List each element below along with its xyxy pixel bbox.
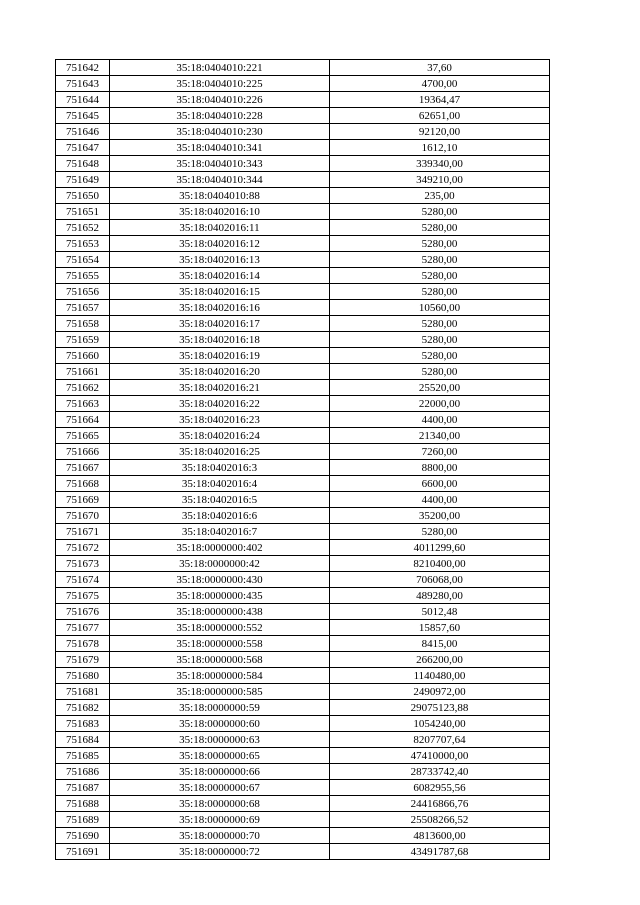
table-row (56, 540, 550, 556)
row-number-cell: 751682 (56, 700, 110, 716)
cadastral-number-cell: 35:18:0402016:5 (110, 492, 330, 508)
cadastral-value-cell: 4011299,60 (330, 540, 550, 556)
cadastral-value-cell: 22000,00 (330, 396, 550, 412)
cadastral-value-cell: 62651,00 (330, 108, 550, 124)
row-number-cell: 751658 (56, 316, 110, 332)
table-row (56, 796, 550, 812)
table-body (56, 60, 550, 860)
cadastral-value-cell: 10560,00 (330, 300, 550, 316)
cadastral-value-cell: 35200,00 (330, 508, 550, 524)
cadastral-number-cell: 35:18:0000000:435 (110, 588, 330, 604)
table-row (56, 668, 550, 684)
cadastral-number-cell: 35:18:0000000:66 (110, 764, 330, 780)
table-row (56, 764, 550, 780)
table-row (56, 572, 550, 588)
table-row (56, 620, 550, 636)
table-row (56, 684, 550, 700)
cadastral-value-cell: 4813600,00 (330, 828, 550, 844)
table-row (56, 300, 550, 316)
table-row (56, 284, 550, 300)
cadastral-number-cell: 35:18:0402016:10 (110, 204, 330, 220)
row-number-cell: 751687 (56, 780, 110, 796)
row-number-cell: 751684 (56, 732, 110, 748)
cadastral-number-cell: 35:18:0000000:65 (110, 748, 330, 764)
row-number-cell: 751642 (56, 60, 110, 76)
row-number-cell: 751653 (56, 236, 110, 252)
table-row (56, 428, 550, 444)
table-row (56, 780, 550, 796)
cadastral-value-cell: 4700,00 (330, 76, 550, 92)
cadastral-number-cell: 35:18:0000000:59 (110, 700, 330, 716)
cadastral-value-cell: 5280,00 (330, 348, 550, 364)
cadastral-number-cell: 35:18:0402016:17 (110, 316, 330, 332)
cadastral-number-cell: 35:18:0402016:12 (110, 236, 330, 252)
cadastral-number-cell: 35:18:0402016:6 (110, 508, 330, 524)
cadastral-value-cell: 5280,00 (330, 284, 550, 300)
table-row (56, 364, 550, 380)
row-number-cell: 751678 (56, 636, 110, 652)
row-number-cell: 751680 (56, 668, 110, 684)
cadastral-number-cell: 35:18:0000000:584 (110, 668, 330, 684)
cadastral-number-cell: 35:18:0000000:63 (110, 732, 330, 748)
cadastral-number-cell: 35:18:0402016:25 (110, 444, 330, 460)
cadastral-number-cell: 35:18:0402016:11 (110, 220, 330, 236)
cadastral-number-cell: 35:18:0402016:13 (110, 252, 330, 268)
cadastral-number-cell: 35:18:0000000:402 (110, 540, 330, 556)
table-row (56, 476, 550, 492)
table-row (56, 76, 550, 92)
table-row (56, 412, 550, 428)
cadastral-value-cell: 5280,00 (330, 524, 550, 540)
row-number-cell: 751667 (56, 460, 110, 476)
row-number-cell: 751651 (56, 204, 110, 220)
row-number-cell: 751675 (56, 588, 110, 604)
table-row (56, 348, 550, 364)
row-number-cell: 751683 (56, 716, 110, 732)
cadastral-value-cell: 28733742,40 (330, 764, 550, 780)
cadastral-value-cell: 8415,00 (330, 636, 550, 652)
cadastral-number-cell: 35:18:0402016:15 (110, 284, 330, 300)
table-row (56, 732, 550, 748)
table-row (56, 492, 550, 508)
row-number-cell: 751654 (56, 252, 110, 268)
table-row (56, 204, 550, 220)
cadastral-number-cell: 35:18:0000000:72 (110, 844, 330, 860)
cadastral-number-cell: 35:18:0404010:221 (110, 60, 330, 76)
table-row (56, 604, 550, 620)
cadastral-number-cell: 35:18:0000000:558 (110, 636, 330, 652)
cadastral-value-cell: 8210400,00 (330, 556, 550, 572)
row-number-cell: 751681 (56, 684, 110, 700)
table-row (56, 524, 550, 540)
table-row (56, 812, 550, 828)
cadastral-value-cell: 43491787,68 (330, 844, 550, 860)
cadastral-value-cell: 5280,00 (330, 364, 550, 380)
cadastral-value-cell: 21340,00 (330, 428, 550, 444)
row-number-cell: 751685 (56, 748, 110, 764)
cadastral-value-cell: 4400,00 (330, 492, 550, 508)
cadastral-value-cell: 29075123,88 (330, 700, 550, 716)
row-number-cell: 751690 (56, 828, 110, 844)
cadastral-number-cell: 35:18:0000000:70 (110, 828, 330, 844)
cadastral-value-cell: 2490972,00 (330, 684, 550, 700)
cadastral-value-cell: 5280,00 (330, 252, 550, 268)
cadastral-number-cell: 35:18:0000000:68 (110, 796, 330, 812)
table-row (56, 316, 550, 332)
row-number-cell: 751688 (56, 796, 110, 812)
cadastral-number-cell: 35:18:0402016:24 (110, 428, 330, 444)
cadastral-value-cell: 1054240,00 (330, 716, 550, 732)
table-row (56, 460, 550, 476)
row-number-cell: 751664 (56, 412, 110, 428)
row-number-cell: 751644 (56, 92, 110, 108)
table-row (56, 508, 550, 524)
row-number-cell: 751686 (56, 764, 110, 780)
cadastral-value-cell: 25520,00 (330, 380, 550, 396)
cadastral-number-cell: 35:18:0402016:7 (110, 524, 330, 540)
row-number-cell: 751645 (56, 108, 110, 124)
cadastral-value-cell: 8207707,64 (330, 732, 550, 748)
row-number-cell: 751656 (56, 284, 110, 300)
table-row (56, 748, 550, 764)
cadastral-value-cell: 6600,00 (330, 476, 550, 492)
cadastral-value-cell: 92120,00 (330, 124, 550, 140)
cadastral-number-cell: 35:18:0000000:430 (110, 572, 330, 588)
cadastral-number-cell: 35:18:0402016:20 (110, 364, 330, 380)
cadastral-number-cell: 35:18:0402016:14 (110, 268, 330, 284)
cadastral-value-cell: 7260,00 (330, 444, 550, 460)
table-row (56, 108, 550, 124)
cadastral-number-cell: 35:18:0000000:67 (110, 780, 330, 796)
cadastral-number-cell: 35:18:0402016:22 (110, 396, 330, 412)
cadastral-number-cell: 35:18:0000000:69 (110, 812, 330, 828)
cadastral-number-cell: 35:18:0402016:3 (110, 460, 330, 476)
table-row (56, 60, 550, 76)
cadastral-number-cell: 35:18:0000000:568 (110, 652, 330, 668)
row-number-cell: 751674 (56, 572, 110, 588)
table-row (56, 556, 550, 572)
cadastral-value-cell: 5280,00 (330, 268, 550, 284)
cadastral-number-cell: 35:18:0000000:552 (110, 620, 330, 636)
cadastral-number-cell: 35:18:0404010:225 (110, 76, 330, 92)
row-number-cell: 751648 (56, 156, 110, 172)
cadastral-value-cell: 1612,10 (330, 140, 550, 156)
cadastral-number-cell: 35:18:0000000:585 (110, 684, 330, 700)
cadastral-value-cell: 8800,00 (330, 460, 550, 476)
table-row (56, 252, 550, 268)
cadastral-value-cell: 349210,00 (330, 172, 550, 188)
row-number-cell: 751670 (56, 508, 110, 524)
row-number-cell: 751649 (56, 172, 110, 188)
table-row (56, 588, 550, 604)
cadastral-value-cell: 25508266,52 (330, 812, 550, 828)
table-row (56, 700, 550, 716)
cadastral-number-cell: 35:18:0404010:341 (110, 140, 330, 156)
cadastral-value-cell: 19364,47 (330, 92, 550, 108)
row-number-cell: 751666 (56, 444, 110, 460)
cadastral-value-cell: 235,00 (330, 188, 550, 204)
table-row (56, 188, 550, 204)
table-row (56, 652, 550, 668)
cadastral-number-cell: 35:18:0404010:226 (110, 92, 330, 108)
table-row (56, 828, 550, 844)
cadastral-number-cell: 35:18:0402016:18 (110, 332, 330, 348)
row-number-cell: 751668 (56, 476, 110, 492)
row-number-cell: 751671 (56, 524, 110, 540)
row-number-cell: 751646 (56, 124, 110, 140)
row-number-cell: 751677 (56, 620, 110, 636)
cadastral-value-cell: 5012,48 (330, 604, 550, 620)
table-row (56, 124, 550, 140)
table-row (56, 172, 550, 188)
row-number-cell: 751672 (56, 540, 110, 556)
cadastral-number-cell: 35:18:0402016:21 (110, 380, 330, 396)
row-number-cell: 751660 (56, 348, 110, 364)
table-row (56, 380, 550, 396)
table-row (56, 396, 550, 412)
cadastral-value-cell: 1140480,00 (330, 668, 550, 684)
row-number-cell: 751662 (56, 380, 110, 396)
cadastral-value-cell: 24416866,76 (330, 796, 550, 812)
row-number-cell: 751659 (56, 332, 110, 348)
cadastral-value-cell: 5280,00 (330, 236, 550, 252)
row-number-cell: 751679 (56, 652, 110, 668)
cadastral-number-cell: 35:18:0000000:42 (110, 556, 330, 572)
table-row (56, 92, 550, 108)
row-number-cell: 751669 (56, 492, 110, 508)
cadastral-number-cell: 35:18:0402016:23 (110, 412, 330, 428)
cadastral-number-cell: 35:18:0000000:438 (110, 604, 330, 620)
table-row (56, 716, 550, 732)
cadastral-number-cell: 35:18:0404010:344 (110, 172, 330, 188)
row-number-cell: 751657 (56, 300, 110, 316)
row-number-cell: 751689 (56, 812, 110, 828)
table-row (56, 220, 550, 236)
cadastral-value-cell: 4400,00 (330, 412, 550, 428)
cadastral-number-cell: 35:18:0402016:19 (110, 348, 330, 364)
cadastral-value-cell: 266200,00 (330, 652, 550, 668)
row-number-cell: 751676 (56, 604, 110, 620)
cadastral-value-cell: 706068,00 (330, 572, 550, 588)
cadastral-value-cell: 15857,60 (330, 620, 550, 636)
table-row (56, 140, 550, 156)
table-row (56, 332, 550, 348)
row-number-cell: 751655 (56, 268, 110, 284)
cadastral-value-cell: 5280,00 (330, 332, 550, 348)
cadastral-value-table (55, 59, 550, 860)
cadastral-number-cell: 35:18:0000000:60 (110, 716, 330, 732)
row-number-cell: 751647 (56, 140, 110, 156)
table-row (56, 156, 550, 172)
row-number-cell: 751652 (56, 220, 110, 236)
cadastral-value-cell: 5280,00 (330, 204, 550, 220)
cadastral-number-cell: 35:18:0404010:230 (110, 124, 330, 140)
cadastral-value-cell: 47410000,00 (330, 748, 550, 764)
row-number-cell: 751665 (56, 428, 110, 444)
table-row (56, 444, 550, 460)
cadastral-number-cell: 35:18:0404010:343 (110, 156, 330, 172)
table-row (56, 844, 550, 860)
cadastral-value-cell: 339340,00 (330, 156, 550, 172)
row-number-cell: 751661 (56, 364, 110, 380)
cadastral-value-cell: 6082955,56 (330, 780, 550, 796)
cadastral-number-cell: 35:18:0402016:4 (110, 476, 330, 492)
cadastral-value-cell: 489280,00 (330, 588, 550, 604)
cadastral-value-cell: 37,60 (330, 60, 550, 76)
cadastral-number-cell: 35:18:0404010:228 (110, 108, 330, 124)
table-row (56, 236, 550, 252)
cadastral-number-cell: 35:18:0402016:16 (110, 300, 330, 316)
cadastral-number-cell: 35:18:0404010:88 (110, 188, 330, 204)
table-row (56, 636, 550, 652)
row-number-cell: 751663 (56, 396, 110, 412)
table-row (56, 268, 550, 284)
row-number-cell: 751691 (56, 844, 110, 860)
row-number-cell: 751643 (56, 76, 110, 92)
cadastral-value-cell: 5280,00 (330, 316, 550, 332)
row-number-cell: 751673 (56, 556, 110, 572)
row-number-cell: 751650 (56, 188, 110, 204)
cadastral-value-cell: 5280,00 (330, 220, 550, 236)
